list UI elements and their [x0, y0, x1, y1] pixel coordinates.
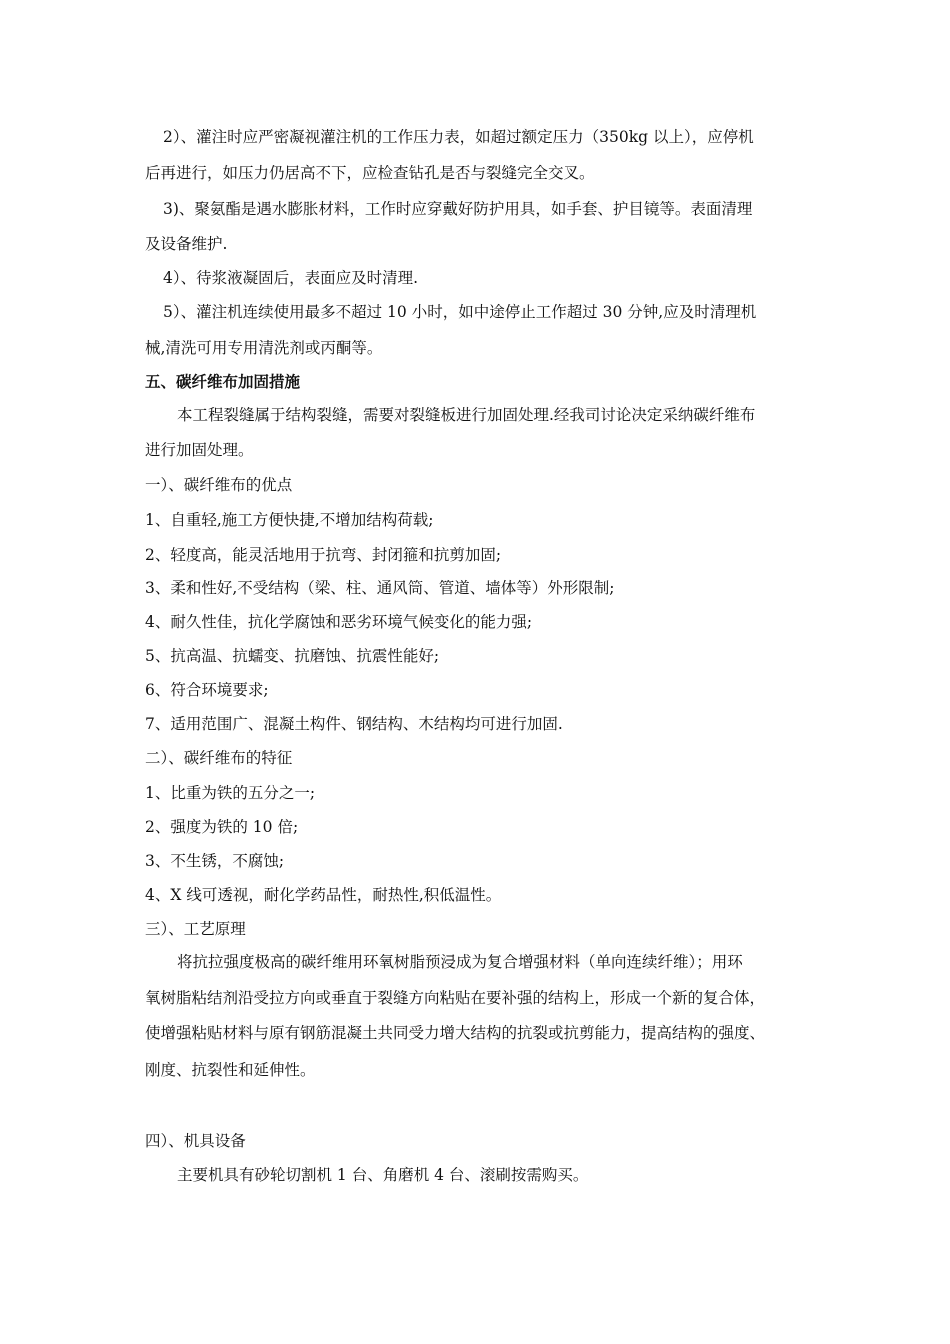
subsection-heading: 三）、工艺原理	[145, 920, 246, 938]
subsection-heading: 二）、碳纤维布的特征	[145, 749, 293, 767]
paragraph-line: 械,清洗可用专用清洗剂或丙酮等。	[145, 339, 383, 357]
paragraph-line: 氧树脂粘结剂沿受拉方向或垂直于裂缝方向粘贴在要补强的结构上，形成一个新的复合体，	[145, 989, 766, 1007]
list-item: 1、自重轻,施工方便快捷,不增加结构荷载;	[145, 511, 434, 529]
paragraph-line: 4）、待浆液凝固后，表面应及时清理.	[163, 269, 419, 287]
list-item: 6、符合环境要求;	[145, 681, 269, 699]
paragraph-line: 主要机具有砂轮切割机 1 台、角磨机 4 台、滚刷按需购买。	[177, 1166, 589, 1184]
paragraph-line: 刚度、抗裂性和延伸性。	[145, 1061, 316, 1079]
paragraph-line: 使增强粘贴材料与原有钢筋混凝土共同受力增大结构的抗裂或抗剪能力，提高结构的强度、	[145, 1024, 766, 1042]
paragraph-line: 本工程裂缝属于结构裂缝，需要对裂缝板进行加固处理.经我司讨论决定采纳碳纤维布	[177, 406, 756, 424]
list-item: 3、不生锈，不腐蚀;	[145, 852, 285, 870]
list-item: 7、适用范围广、混凝土构件、钢结构、木结构均可进行加固.	[145, 715, 563, 733]
paragraph-line: 2）、灌注时应严密凝视灌注机的工作压力表，如超过额定压力（350kg 以上），应停机	[163, 128, 754, 146]
list-item: 3、柔和性好,不受结构（梁、柱、通风筒、管道、墙体等）外形限制;	[145, 579, 615, 597]
paragraph-line: 5）、灌注机连续使用最多不超过 10 小时，如中途停止工作超过 30 分钟,应及时清理机	[163, 303, 757, 321]
list-item: 4、X 线可透视，耐化学药品性，耐热性,积低温性。	[145, 886, 502, 904]
section-heading: 五、碳纤维布加固措施	[145, 373, 301, 391]
subsection-heading: 一）、碳纤维布的优点	[145, 476, 293, 494]
paragraph-line: 3)、聚氨酯是遇水膨胀材料，工作时应穿戴好防护用具，如手套、护目镜等。表面清理	[163, 200, 753, 218]
paragraph-line: 进行加固处理。	[145, 441, 254, 459]
list-item: 2、强度为铁的 10 倍;	[145, 818, 299, 836]
list-item: 4、耐久性佳，抗化学腐蚀和恶劣环境气候变化的能力强;	[145, 613, 533, 631]
paragraph-line: 及设备维护.	[145, 235, 228, 253]
paragraph-line: 将抗拉强度极高的碳纤维用环氧树脂预浸成为复合增强材料（单向连续纤维）；用环	[177, 953, 743, 971]
paragraph-line: 后再进行，如压力仍居高不下，应检查钻孔是否与裂缝完全交叉。	[145, 164, 595, 182]
subsection-heading: 四）、机具设备	[145, 1132, 246, 1150]
list-item: 5、抗高温、抗蠕变、抗磨蚀、抗震性能好;	[145, 647, 440, 665]
list-item: 1、比重为铁的五分之一;	[145, 784, 316, 802]
list-item: 2、轻度高，能灵活地用于抗弯、封闭箍和抗剪加固;	[145, 546, 502, 564]
